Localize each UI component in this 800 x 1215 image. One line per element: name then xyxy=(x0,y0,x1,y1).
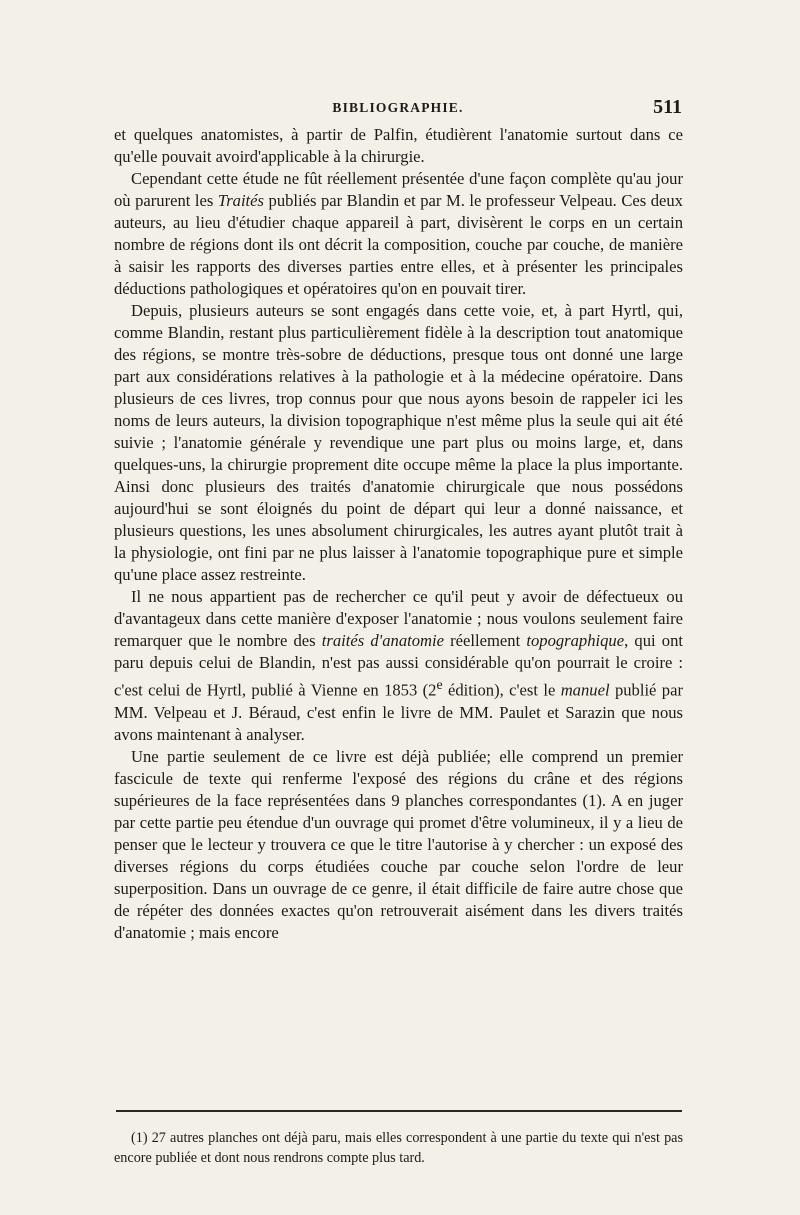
paragraph-4-part-3: , qui ont paru depuis celui de Blandin, n'est pas aussi considérable qu'on pourrait le croire : c'est celui de Hyrtl, publié à Vienne en 1853 (2 xyxy=(114,631,683,700)
paragraph-3: Depuis, plusieurs auteurs se sont engagés dans cette voie, et, à part Hyrtl, qui, comme Blandin, restant plus particulièrement fidèle à la description tout anatomique des régions, se montre très-sobre de déductions, presque tous ont donné une large part aux considérations relatives à la pathologie et à la médecine opératoire. Dans plusieurs de ces livres, trop connus pour que nous ayons besoin de rappeler ici les noms de leurs auteurs, la division topographique n'est même plus la seule qui ait été suivie ; l'anatomie générale y revendique une part plus ou moins large, et, dans quelques-uns, la chirurgie proprement dite occupe même la place la plus importante. Ainsi donc plusieurs des traités d'anatomie chirurgicale que nous possédons aujourd'hui se sont éloignés du point de départ qui leur a donné naissance, et plusieurs questions, les unes absolument chirurgicales, les autres ayant plutôt trait à la physiologie, ont fini par ne plus laisser à l'anatomie topographique pure et simple qu'une place assez restreinte. xyxy=(114,301,683,584)
italic-topographique: topographique xyxy=(526,631,625,650)
running-title: BIBLIOGRAPHIE. xyxy=(332,100,464,115)
paragraph-4 xyxy=(114,586,683,746)
page-number: 511 xyxy=(653,96,682,118)
footnote: (1) 27 autres planches ont déjà paru, mais elles correspondent à une partie du texte qui n'est pas encore publiée et dont nous rendrons compte plus tard. xyxy=(114,1130,683,1166)
italic-traites: Traités xyxy=(217,191,264,210)
paragraph-1: et quelques anatomistes, à partir de Palfin, étudièrent l'anatomie surtout dans ce qu'elle pouvait avoird'applicable à la chirurgie. xyxy=(114,125,683,166)
paragraph-5: Une partie seulement de ce livre est déjà publiée; elle comprend un premier fascicule de texte qui renferme l'exposé des régions du crâne et des régions supérieures de la face représentées dans 9 planches correspondantes (1). A en juger par cette partie peu étendue d'un ouvrage qui promet d'être volumineux, il y a lieu de penser que le lecteur y trouvera ce que le titre l'autorise à y chercher : un exposé des diverses régions du corps étudiées couche par couche selon l'ordre de leur superposition. Dans un ouvrage de ce genre, il était difficile de faire autre chose que de répéter des données exactes qu'on retrouverait aisément dans les divers traités d'anatomie ; mais encore xyxy=(114,746,683,942)
paragraph-2-part-1: Cependant cette étude ne fût réellement présentée d'une façon complète qu'au jour où parurent les xyxy=(114,169,683,210)
italic-manuel: manuel xyxy=(560,680,610,700)
body-text xyxy=(114,124,683,944)
paragraph-4-part-2: réellement xyxy=(443,631,527,650)
paragraph-2-part-2: publiés par Blandin et par M. le professeur Velpeau. Ces deux auteurs, au lieu d'étudier chaque appareil à part, divisèrent le corps en un certain nombre de régions dont ils ont décrit la composition, couche par couche, de manière à saisir les rapports des diverses parties entre elles, et à présenter les principales déductions pathologiques et opératoires qu'on en pouvait tirer. xyxy=(114,191,683,298)
page-header xyxy=(114,96,682,124)
paragraph-4-part-1: Il ne nous appartient pas de rechercher ce qu'il peut y avoir de défectueux ou d'avantageux dans cette manière d'exposer l'anatomie ; nous voulons seulement faire remarquer que le nombre des xyxy=(114,587,683,650)
italic-traites-anatomie: traités d'anatomie xyxy=(321,631,444,650)
footnote-divider xyxy=(116,1110,682,1112)
paragraph-2 xyxy=(114,168,683,300)
paragraph-4-part-5: publié par MM. Velpeau et J. Béraud, c'est enfin le livre de MM. Paulet et Sarazin que nous avons maintenant à analyser. xyxy=(114,680,683,744)
superscript-e: e xyxy=(436,677,443,692)
paragraph-4-part-4: édition), c'est le xyxy=(442,680,561,700)
